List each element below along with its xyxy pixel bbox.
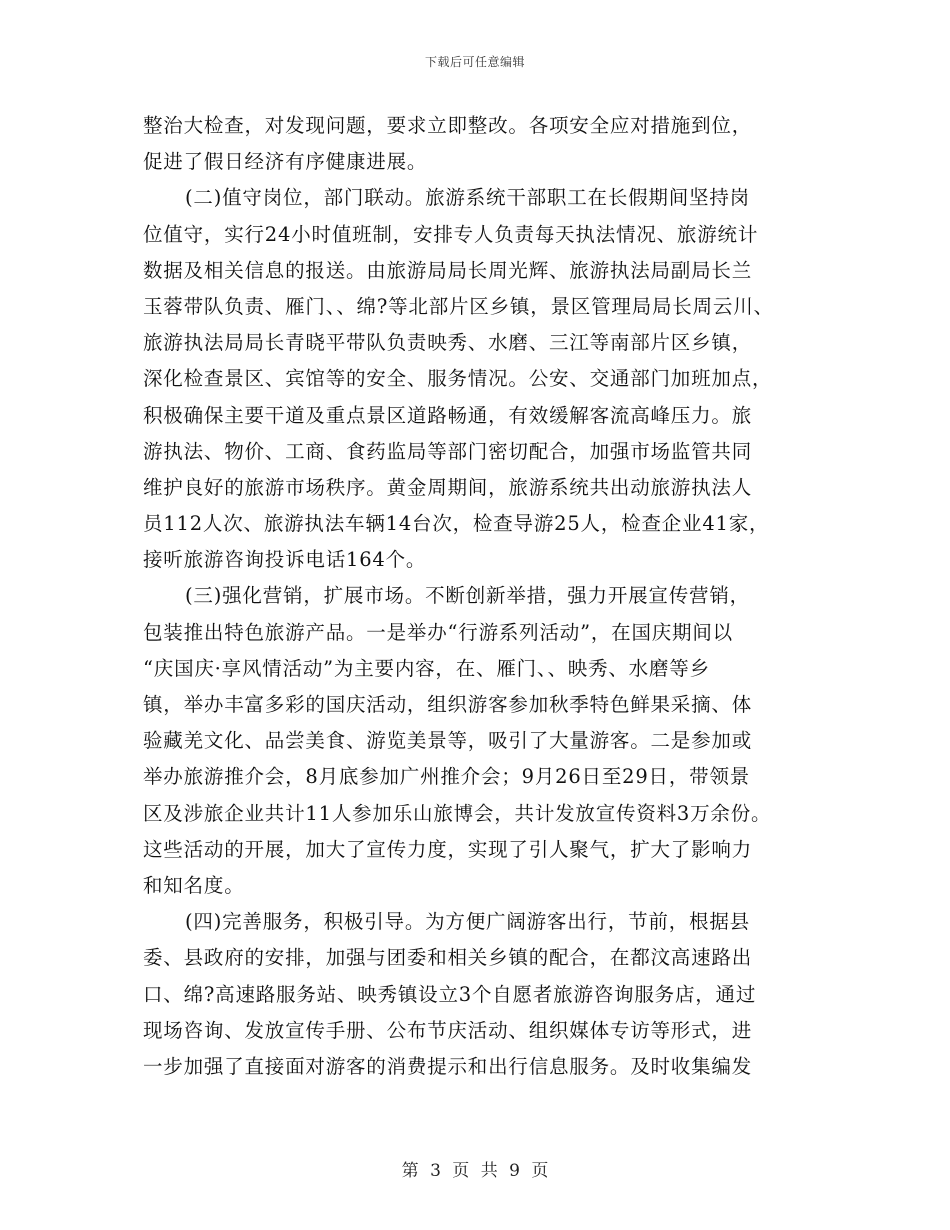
text-line: 旅游执法局局长青晓平带队负责映秀、水磨、三江等南部片区乡镇，: [143, 331, 753, 355]
text-line: 数据及相关信息的报送。由旅游局局长周光辉、旅游执法局副局长兰: [143, 258, 753, 282]
document-body: [143, 108, 823, 1085]
text-line: 员112人次、旅游执法车辆14台次，检查导游25人，检查企业41家，: [143, 512, 770, 536]
text-line: 积极确保主要干道及重点景区道路畅通，有效缓解客流高峰压力。旅: [143, 403, 753, 427]
text-line: 深化检查景区、宾馆等的安全、服务情况。公安、交通部门加班加点，: [143, 367, 773, 391]
text-line: 镇，举办丰富多彩的国庆活动，组织游客参加秋季特色鲜果采摘、体: [143, 693, 753, 716]
text-line: 游执法、物价、工商、食药监局等部门密切配合，加强市场监管共同: [143, 439, 753, 463]
text-line: 位值守，实行24小时值班制，安排专人负责每天执法情况、旅游统计: [143, 222, 759, 246]
text-line: 一步加强了直接面对游客的消费提示和出行信息服务。及时收集编发: [143, 1054, 753, 1078]
text-line: 促进了假日经济有序健康进展。: [143, 150, 428, 174]
text-line: 举办旅游推介会，8月底参加广州推介会；9月26日至29日，带领景: [143, 765, 751, 789]
text-line: 和知名度。: [143, 873, 245, 897]
text-line: 这些活动的开展，加大了宣传力度，实现了引人聚气，扩大了影响力: [143, 837, 753, 861]
text-line: 玉蓉带队负责、雁门、、绵?等北部片区乡镇，景区管理局局长周云川、: [143, 294, 774, 318]
text-line: “庆国庆·享风情活动”为主要内容，在、雁门、、映秀、水磨等乡: [143, 656, 710, 680]
text-line: 委、县政府的安排，加强与团委和相关乡镇的配合，在都汶高速路出: [143, 946, 753, 970]
text-line: (四)完善服务，积极引导。为方便广阔游客出行，节前，根据县: [185, 910, 750, 934]
text-line: 验藏羌文化、品尝美食、游览美景等，吸引了大量游客。二是参加或: [143, 729, 753, 753]
page-number: 第 3 页 共 9 页: [401, 1161, 549, 1181]
text-line: (二)值守岗位，部门联动。旅游系统干部职工在长假期间坚持岗: [185, 186, 750, 210]
text-line: 口、绵?高速路服务站、映秀镇设立3个自愿者旅游咨询服务店，通过: [143, 982, 757, 1006]
text-line: 接听旅游咨询投诉电话164个。: [143, 548, 427, 572]
text-line: 整治大检查，对发现问题，要求立即整改。各项安全应对措施到位，: [143, 114, 753, 137]
text-line: 维护良好的旅游市场秩序。黄金周期间，旅游系统共出动旅游执法人: [143, 475, 753, 499]
text-line: (三)强化营销，扩展市场。不断创新举措，强力开展宣传营销，: [185, 584, 750, 608]
text-line: 区及涉旅企业共计11人参加乐山旅博会，共计发放宣传资料3万余份。: [143, 801, 772, 825]
text-line: 包装推出特色旅游产品。一是举办“行游系列活动”，在国庆期间以: [143, 620, 733, 644]
text-line: 现场咨询、发放宣传手册、公布节庆活动、组织媒体专访等形式，进: [143, 1018, 753, 1042]
page-header: 下载后可任意编辑: [424, 55, 525, 69]
